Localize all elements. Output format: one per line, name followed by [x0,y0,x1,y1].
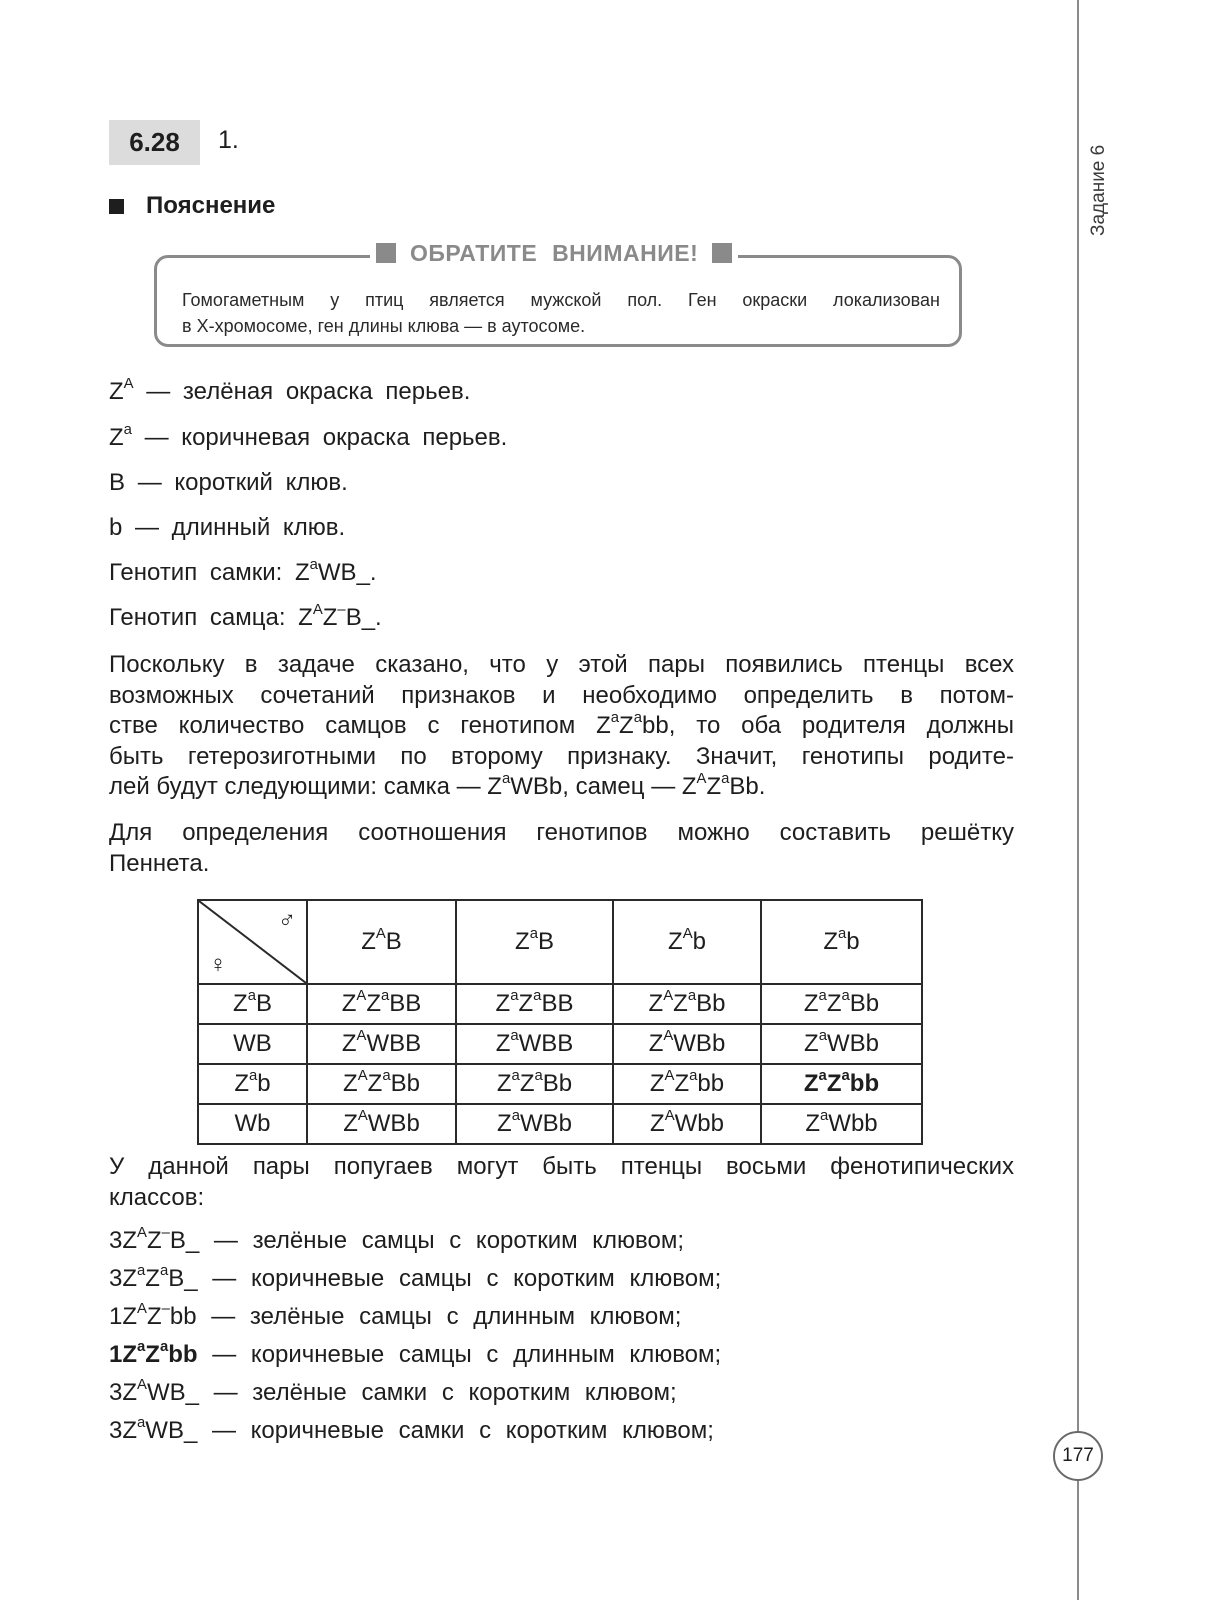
phenotype-desc: — коричневые самцы с длинным клювом; [212,1341,722,1368]
punnett-cell: $Z^aWbb$ [761,1104,922,1144]
attention-line: в Х-хромосоме, ген длины клюва — в аутосоме. [182,316,586,336]
attention-text [182,287,940,339]
male-genotype-label: Генотип самца: [109,604,286,631]
male-genotype: Генотип самца: $Z^AZ^-B\_$. [109,601,382,631]
punnett-cell: $Z^AZ^aBB$ [307,984,456,1024]
paragraph-classes-intro [109,1152,1014,1213]
punnett-cell: $Z^AZ^aBb$ [307,1064,456,1104]
punnett-cell: $Z^AZ^aBb$ [613,984,761,1024]
task-number: 6.28 [109,120,200,165]
para-line: стве количество самцов с генотипом $Z^aZ^abb$, то оба родителя должны [109,709,1014,739]
punnett-corner [198,900,307,984]
legend-B-desc: — короткий клюв. [137,469,348,496]
punnett-cell: $Z^AWBb$ [307,1104,456,1144]
para-fragment: , самец — [562,773,676,800]
male-symbol-icon: ♂ [278,907,296,934]
para-line: Для определения соотношения генотипов можно составить решётку [109,819,1014,846]
page-number: 177 [1053,1431,1103,1481]
para-fragment: , то оба родителя должны [668,712,1014,739]
female-gamete: Wb [198,1104,307,1144]
para-line: У данной пары попугаев могут быть птенцы восьми фенотипических [109,1153,1014,1180]
para-line: возможных сочетаний признаков и необходимо определить в потом- [109,681,1014,709]
punnett-cell: $Z^AWbb$ [613,1104,761,1144]
legend-za-desc: — коричневая окраска перьев. [144,424,508,451]
para-fragment: стве количество самцов с генотипом [109,712,576,739]
bullet-square-icon [109,199,124,214]
punnett-cell: $Z^aWBb$ [456,1104,613,1144]
legend-B: B — короткий клюв. [109,469,348,496]
phenotype-desc: — коричневые самки с коротким клювом; [211,1417,714,1444]
para-line: Пеннета. [109,849,210,877]
male-gamete: $Z^Ab$ [613,900,761,984]
attention-square-icon [712,243,732,263]
side-task-label: Задание 6 [1088,144,1109,236]
section-title: Пояснение [146,192,276,219]
phenotype-desc: — зелёные самцы с коротким клювом; [213,1227,685,1254]
legend-zA: $Z^A$ — зелёная окраска перьев. [109,375,471,405]
para-line: Поскольку в задаче сказано, что у этой пары появились птенцы всех [109,651,1014,678]
punnett-cell: $Z^AWBB$ [307,1024,456,1064]
female-gamete: $Z^ab$ [198,1064,307,1104]
task-answer: 1. [218,126,239,154]
punnett-cell: $Z^AZ^abb$ [613,1064,761,1104]
margin-rule [1077,0,1079,1600]
punnett-cell: $Z^aZ^aBB$ [456,984,613,1024]
legend-za: $Z^a$ — коричневая окраска перьев. [109,421,508,451]
phenotype-class: $1Z^AZ^-bb$ — зелёные самцы с длинным клювом; [109,1300,682,1330]
phenotype-desc: — коричневые самцы с коротким клювом; [212,1265,722,1292]
male-gamete: $Z^aB$ [456,900,613,984]
male-gamete: $Z^ab$ [761,900,922,984]
punnett-cell: $Z^aZ^aBb$ [761,984,922,1024]
phenotype-class: $3Z^aZ^aB\_$ — коричневые самцы с коротким клювом; [109,1262,722,1292]
phenotype-class: $3Z^AZ^-B\_$ — зелёные самцы с коротким клювом; [109,1224,685,1254]
female-gamete: WB [198,1024,307,1064]
phenotype-desc: — зелёные самцы с длинным клювом; [211,1303,682,1330]
attention-title [370,238,738,268]
punnett-cell: $Z^AWBb$ [613,1024,761,1064]
paragraph-punnett-intro [109,818,1014,879]
phenotype-class: $3Z^aWB\_$ — коричневые самки с коротким клювом; [109,1414,714,1444]
para-line: классов: [109,1183,205,1211]
phenotype-class-highlight: $1Z^aZ^abb$ — коричневые самцы с длинным клювом; [109,1338,722,1368]
punnett-cell: $Z^aZ^aBb$ [456,1064,613,1104]
para-fragment: лей будут следующими: самка — [109,773,481,800]
attention-square-icon [376,243,396,263]
punnett-cell-highlight: $Z^aZ^abb$ [761,1064,922,1104]
section-heading [109,192,275,220]
attention-line: Гомогаметным у птиц является мужской пол. Ген окраски локализован [182,290,940,310]
phenotype-class: $3Z^AWB\_$ — зелёные самки с коротким клювом; [109,1376,677,1406]
female-genotype-label: Генотип самки: [109,559,283,586]
legend-b: b — длинный клюв. [109,514,346,541]
para-line: быть гетерозиготными по второму признаку. Значит, генотипы родите- [109,742,1014,770]
legend-zA-desc: — зелёная окраска перьев. [146,378,471,405]
male-gamete: $Z^AB$ [307,900,456,984]
attention-title-text: ОБРАТИТЕ ВНИМАНИЕ! [410,239,699,266]
punnett-square [197,899,923,1145]
side-label-wrap [1084,126,1114,236]
para-line: лей будут следующими: самка — $Z^aWBb$, самец — $Z^AZ^aBb$. [109,770,766,800]
female-gamete: $Z^aB$ [198,984,307,1024]
legend-b-desc: — длинный клюв. [135,514,346,541]
female-symbol-icon: ♀ [209,951,227,978]
punnett-cell: $Z^aWBb$ [761,1024,922,1064]
phenotype-desc: — зелёные самки с коротким клювом; [213,1379,677,1406]
punnett-cell: $Z^aWBB$ [456,1024,613,1064]
paragraph-explanation [109,650,1014,803]
female-genotype: Генотип самки: $Z^aWB\_$. [109,556,377,586]
